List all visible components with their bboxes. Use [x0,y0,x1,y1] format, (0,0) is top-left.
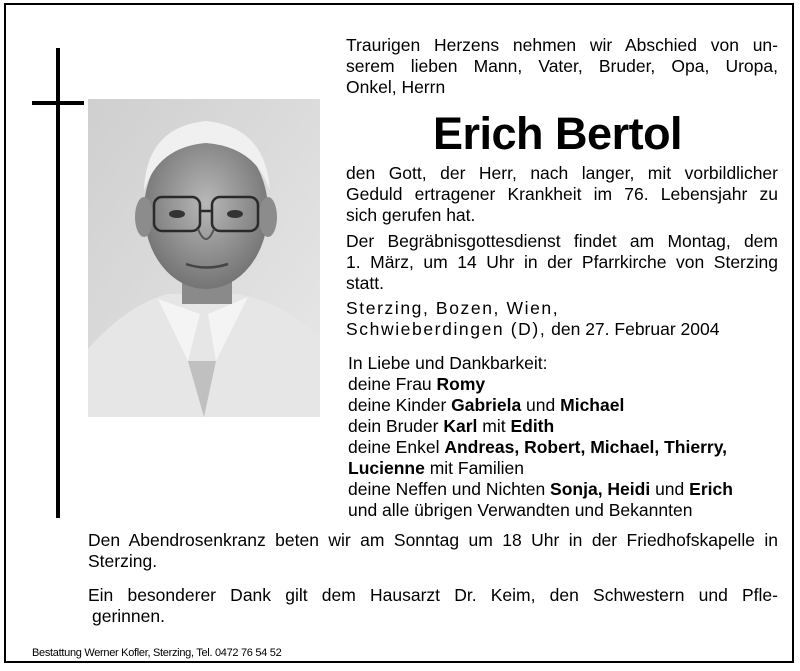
death-line-1: den Gott, der Herr, nach langer, mit vorbildlicher [346,163,778,183]
family-relatives: und alle übrigen Verwandten und Bekannten [348,500,693,520]
obituary-notice [4,3,794,663]
brother-with: mit [477,416,511,436]
child-1-name: Gabriela [451,395,522,415]
notice-date: den 27. Februar 2004 [546,319,720,339]
children-and: und [521,395,561,415]
intro-line-2: serem lieben Mann, Vater, Bruder, Opa, Uropa, [346,56,778,76]
intro-line-1: Traurigen Herzens nehmen wir Abschied von un- [346,35,778,55]
undertaker-footer: Bestattung Werner Kofler, Sterzing, Tel. 0472 76 54 52 [32,647,282,659]
grandchildren-prefix: deine Enkel [348,437,445,457]
family-heading: In Liebe und Dankbarkeit: [348,353,548,373]
funeral-line-1: Der Begräbnisgottesdienst findet am Montag, dem [346,231,778,251]
rosary-text [88,530,778,572]
rosary-line-1: Den Abendrosenkranz beten wir am Sonntag um 18 Uhr in der Friedhofskapelle in [88,530,778,550]
family-children [348,395,778,416]
thanks-line-1: Ein besonderer Dank gilt dem Hausarzt Dr. Keim, den Schwestern und Pfle- [88,585,778,605]
children-prefix: deine Kinder [348,395,452,415]
nephews-and: und [650,479,690,499]
grandchildren-suffix: mit Familien [424,458,525,478]
cross-icon-vertical [56,48,60,518]
brother-prefix: dein Bruder [348,416,444,436]
place-date [346,298,778,340]
death-text [346,163,778,226]
places-line-2: Schwieberdingen (D), [346,319,547,339]
funeral-text [346,231,778,294]
family-nephews [348,479,778,500]
grandchildren-names: Andreas, Robert, Michael, Thierry, [444,437,727,457]
child-2-name: Michael [560,395,625,415]
family-list [348,353,778,521]
death-line-3: sich gerufen hat. [346,205,476,225]
places-line: Sterzing, Bozen, Wien, [346,298,560,318]
wife-prefix: deine Frau [348,374,437,394]
deceased-name: Erich Bertol [433,108,683,159]
nephew-last-name: Erich [689,479,733,499]
funeral-line-2: 1. März, um 14 Uhr in der Pfarrkirche von Sterzing [346,252,778,272]
intro-text [346,35,778,98]
rosary-line-2: Sterzing. [88,551,158,571]
thanks-text [88,585,778,627]
family-grandchildren-cont [348,458,778,479]
brother-name: Karl [443,416,478,436]
brother-partner-name: Edith [510,416,555,436]
date-line [346,319,778,340]
family-brother [348,416,778,437]
portrait-photo [88,99,320,417]
intro-line-3: Onkel, Herrn [346,77,446,97]
nephews-names: Sonja, Heidi [550,479,651,499]
death-line-2: Geduld ertragener Krankheit im 76. Lebensjahr zu [346,184,778,204]
wife-name: Romy [436,374,486,394]
family-wife [348,374,778,395]
family-grandchildren [348,437,778,458]
nephews-prefix: deine Neffen und Nichten [348,479,551,499]
thanks-line-2: gerinnen. [92,606,165,626]
cross-icon-horizontal [32,101,84,105]
grandchild-last-name: Lucienne [348,458,425,478]
funeral-line-3: statt. [346,273,384,293]
